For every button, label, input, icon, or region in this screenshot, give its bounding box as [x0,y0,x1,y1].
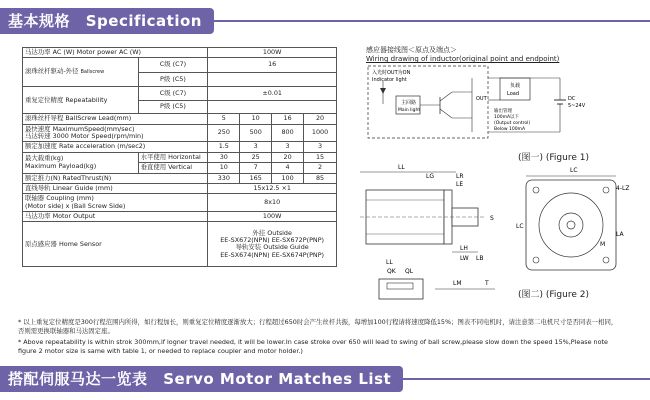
svg-text:M: M [600,241,606,248]
table-row: 最快速度 MaximumSpeed(mm/sec) 马达转速 3000 Motor Speed(rpm/min) 250 500 800 1000 [23,124,337,142]
svg-text:Below 100mA: Below 100mA [494,127,526,132]
wiring-title-cn: 感应器接线图＜原点及端点＞ [366,46,457,54]
transistor-collector [440,92,452,101]
svg-text:LE: LE [456,181,464,188]
wiring-diagram [360,64,620,146]
table-row: 垂直使用 Vertical 10 7 4 2 [23,163,337,173]
main-circuit-en: Main light [398,108,421,113]
svg-text:LW: LW [460,255,469,262]
banner-rule [403,378,650,380]
figure-1-label: (图一) (Figure 1) [518,153,589,163]
table-row: 马达功率 AC (W) Motor power AC (W) 100W [23,48,337,58]
svg-text:T: T [485,280,489,287]
table-row: 原点感应器 Home Sensor 外挂 Outside EE-SX672(NPN) EE-SX672P(PNP) 导轨安装 Outside Guide EE-SX674(NPN) EE-SX674P(PNP) [23,222,337,267]
svg-text:S: S [490,215,494,222]
transistor-emitter [440,109,452,118]
svg-text:LL: LL [398,164,405,171]
svg-text:100mA以下: 100mA以下 [494,115,520,120]
svg-text:负载: 负载 [510,83,521,89]
table-row: P级 (C5) [23,100,337,114]
banner-rule [214,20,650,22]
note-en: * Above repeatability is within strok 300mm,if logner travel needed, it will be lower.In case stroke over 650 will lead to swing of ball screw,please slow down the speed 15%,Please note figure 2 motor size is same with table 1, or needed to replace coupler and motor holder.) [18,338,608,355]
note-cn: * 以上重复定位精度是300行程范围内所得，如行程加长，则重复定位精度逐渐放大；行程超过650时会产生丝杆共振，每增加100行程请将速度降低15%；图表不同电机时，请注意第二电机尺寸是否同表一相同，否则需更换联轴器和马达固定座。 [18,318,618,335]
svg-text:QK: QK [387,268,396,275]
table-row: 滚珠丝杆驱动-外径 Ballscrew C级 (C7) 16 [23,58,337,73]
svg-text:LH: LH [460,245,468,252]
table-row: 重复定位精度 Repeatability C级 (C7) ±0.01 [23,87,337,101]
dc-value: 5~24V [568,103,586,109]
main-circuit-cn: 主回路 [401,100,417,106]
table-row: 滚珠丝杆导程 BallScrew Lead(mm) 5 10 16 20 [23,114,337,124]
motor-face [526,180,616,270]
figure-2-label: (图二) (Figure 2) [518,290,589,300]
svg-text:Load: Load [507,91,519,97]
svg-text:LB: LB [476,255,484,262]
svg-text:输出管理: 输出管理 [494,109,512,114]
indicator-light-text: Indicator light [372,77,407,83]
svg-text:LL: LL [386,259,393,266]
wiring-title-en: Wiring drawing of inductor(original point and endpoint) [366,55,560,63]
svg-text:LR: LR [456,173,464,180]
table-row: 最大载重(kg) Maximum Payload(kg) 水平使用 Horizontal 30 25 20 15 [23,152,337,162]
dark-on-text: 入光时OUT为ON [372,70,411,76]
dc-label: DC [568,96,576,102]
svg-text:LA: LA [616,231,624,238]
table-row: 马达功率 Motor Output 100W [23,211,337,221]
table-row: 联轴器 Coupling (mm) (Motor side) x (Ball Screw Side) 8x10 [23,194,337,212]
motor-front-drawing [512,164,642,274]
svg-text:LC: LC [570,167,578,174]
table-row: P级 (C5) [23,72,337,87]
notes [18,318,618,359]
motor-side-drawing [356,160,506,280]
out-label: OUT [476,96,487,102]
svg-text:(Output control): (Output control) [494,121,531,126]
table-row: 直线导轨 Linear Guide (mm) 15x12.5 ×1 [23,183,337,193]
table-row: 额定推力(N) RatedThrust(N) 330 165 100 85 [23,173,337,183]
specification-banner [0,8,650,34]
specification-heading: 基本规格 Specification [0,8,214,34]
table-row: 额定加速度 Rate acceleration (m/sec2) 1.5 3 3 3 [23,142,337,152]
svg-text:4-LZ: 4-LZ [616,185,630,192]
servo-matches-banner [0,366,650,392]
svg-text:LM: LM [453,280,462,287]
svg-text:LC: LC [516,223,524,230]
servo-matches-heading: 搭配伺服马达一览表 Servo Motor Matches List [0,366,403,392]
spec-table [22,47,337,267]
shaft-key-detail [365,265,525,315]
svg-text:QL: QL [405,268,414,275]
svg-text:LG: LG [426,173,434,180]
